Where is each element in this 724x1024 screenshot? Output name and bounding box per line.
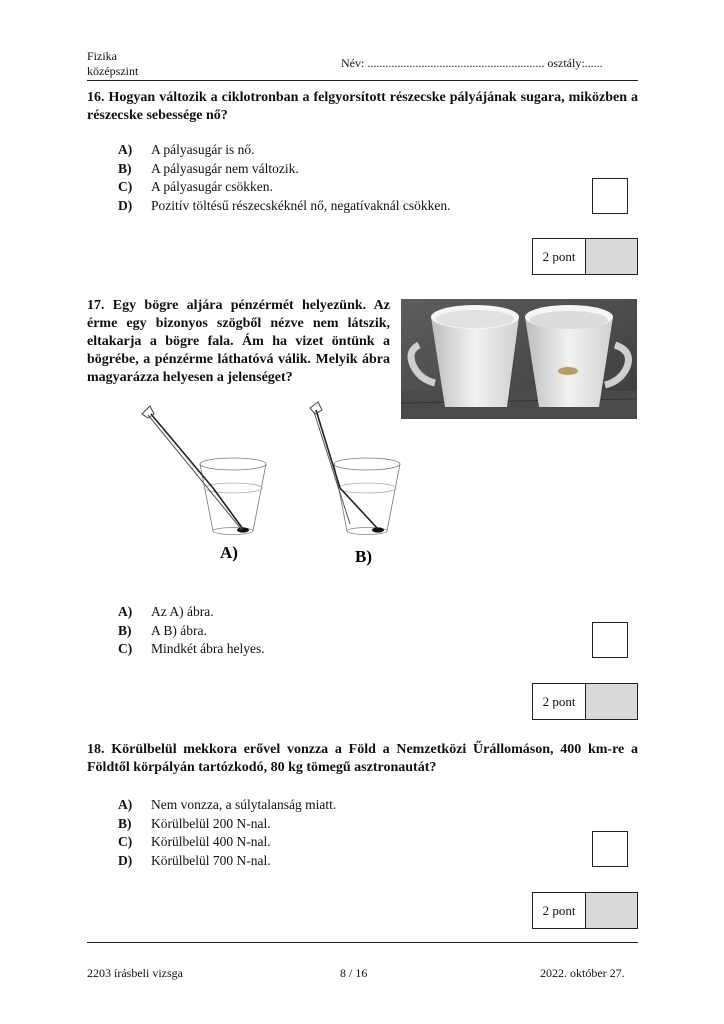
subject-line2: középszint <box>87 64 139 78</box>
points-label: 2 pont <box>533 239 586 274</box>
option-a: A) Nem vonzza, a súlytalanság miatt. <box>118 797 337 812</box>
subject-line1: Fizika <box>87 49 117 63</box>
footer-exam-code: 2203 írásbeli vizsga <box>87 966 183 980</box>
points-box-16 <box>532 238 638 275</box>
option-a: A) A pályasugár is nő. <box>118 142 255 157</box>
subject-label <box>87 49 138 79</box>
points-score-field[interactable] <box>586 893 637 928</box>
question-number: 18. <box>87 742 105 757</box>
points-label: 2 pont <box>533 684 586 719</box>
figure-a <box>142 406 266 562</box>
option-b: B) A B) ábra. <box>118 622 207 638</box>
question-text: Hogyan változik a ciklotronban a felgyorsított részecske pályájának sugara, miközben a részecske sebessége nő? <box>87 90 639 123</box>
figure-b <box>310 402 400 566</box>
option-c: C) Körülbelül 400 N-nal. <box>118 834 271 849</box>
question-text: Körülbelül mekkora erővel vonzza a Föld a Nemzetközi Űrállomáson, 400 km-re a Földtől körpályán tartózkodó, 80 kg tömegű asztronautát? <box>87 742 638 775</box>
refraction-figures <box>138 400 428 575</box>
answer-box-17[interactable] <box>592 622 628 658</box>
mug-photo <box>401 299 637 419</box>
points-score-field[interactable] <box>586 239 637 274</box>
points-score-field[interactable] <box>586 684 637 719</box>
points-box-17 <box>532 683 638 720</box>
answer-box-18[interactable] <box>592 831 628 867</box>
options-16 <box>118 141 451 215</box>
option-c: C) Mindkét ábra helyes. <box>118 641 265 656</box>
footer-date: 2022. október 27. <box>540 966 625 980</box>
footer-page-number: 8 / 16 <box>340 966 368 980</box>
question-18 <box>87 741 638 777</box>
options-17 <box>118 603 265 659</box>
figure-b-label: B) <box>355 547 372 566</box>
question-17 <box>87 297 390 387</box>
figure-a-label: A) <box>220 543 238 562</box>
footer-rule <box>87 942 638 943</box>
header-rule <box>87 80 638 81</box>
answer-box-16[interactable] <box>592 178 628 214</box>
option-d: D) Pozitív töltésű részecskéknél nő, negatívaknál csökken. <box>118 197 451 213</box>
option-a: A) Az A) ábra. <box>118 604 214 619</box>
options-18 <box>118 796 336 870</box>
option-c: C) A pályasugár csökken. <box>118 179 273 194</box>
question-16 <box>87 89 638 125</box>
name-field: Név: ........................................................... osztály:...... <box>341 56 603 70</box>
question-number: 16. <box>87 90 105 105</box>
option-b: B) A pályasugár nem változik. <box>118 160 299 176</box>
points-label: 2 pont <box>533 893 586 928</box>
points-box-18 <box>532 892 638 929</box>
question-number: 17. <box>87 298 105 313</box>
question-text: Egy bögre aljára pénzérmét helyezünk. Az érme egy bizonyos szögből nézve nem látszik, eltakarja a bögre fala. Ám ha vizet öntünk a bögrébe, a pénzérme láthatóvá válik. Melyik ábra magyarázza helyesen a jelenséget? <box>87 298 390 385</box>
option-b: B) Körülbelül 200 N-nal. <box>118 815 271 831</box>
option-d: D) Körülbelül 700 N-nal. <box>118 852 271 868</box>
